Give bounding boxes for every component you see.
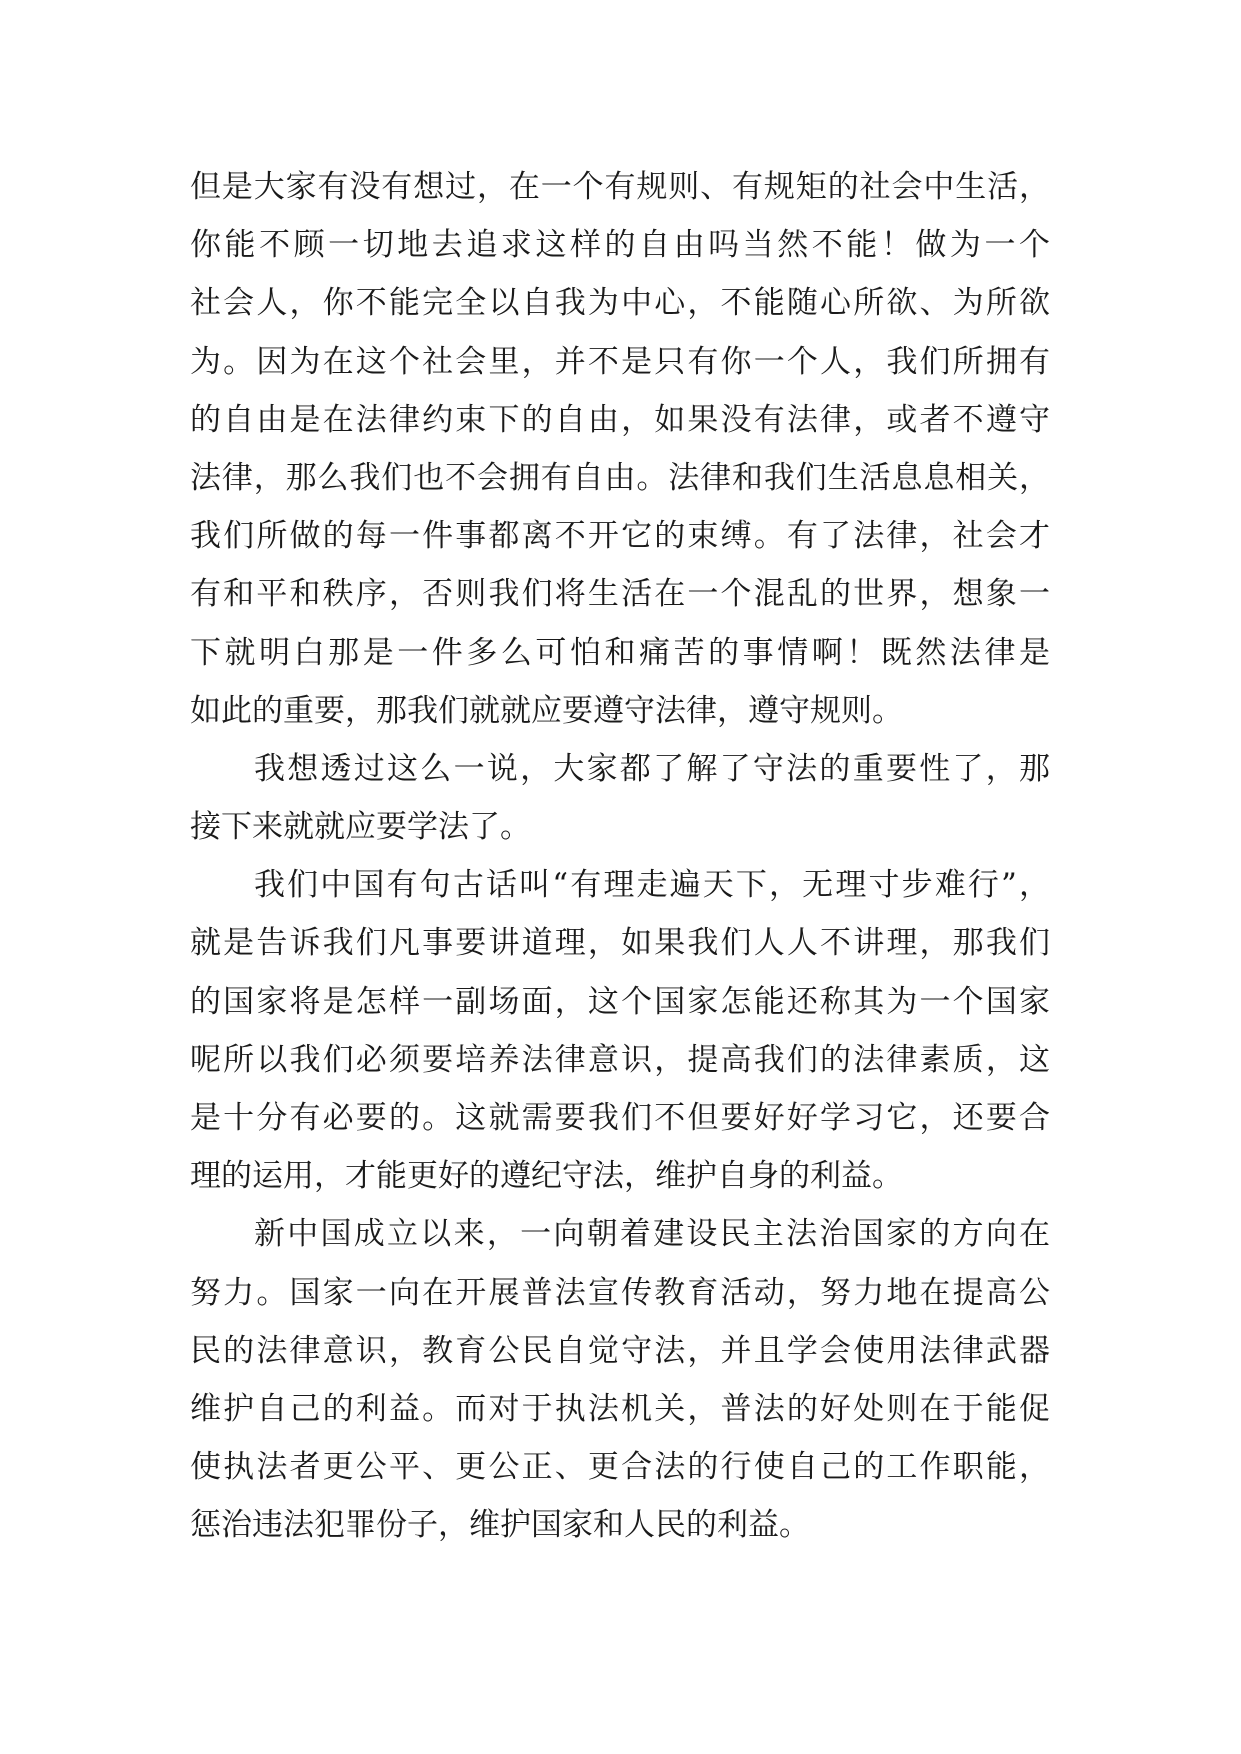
paragraph xyxy=(190,740,1050,856)
text-line: 理的运用，才能更好的遵纪守法，维护自身的利益。 xyxy=(190,1158,903,1195)
text-line: 的国家将是怎样一副场面，这个国家怎能还称其为一个国家 xyxy=(190,983,1050,1020)
text-line: 我想透过这么一说，大家都了解了守法的重要性了，那 xyxy=(254,750,1050,787)
document-body xyxy=(190,158,1050,1555)
paragraph xyxy=(190,856,1050,1205)
text-line: 的自由是在法律约束下的自由，如果没有法律，或者不遵守 xyxy=(190,401,1050,438)
text-line: 但是大家有没有想过，在一个有规则、有规矩的社会中生活， xyxy=(190,169,1050,205)
text-line: 呢所以我们必须要培养法律意识，提高我们的法律素质，这 xyxy=(190,1041,1050,1078)
text-line: 如此的重要，那我们就就应要遵守法律，遵守规则。 xyxy=(190,692,903,729)
text-line: 下就明白那是一件多么可怕和痛苦的事情啊！既然法律是 xyxy=(190,634,1050,671)
text-line: 有和平和秩序，否则我们将生活在一个混乱的世界，想象一 xyxy=(190,576,1050,613)
text-line: 民的法律意识，教育公民自觉守法，并且学会使用法律武器 xyxy=(190,1332,1050,1369)
text-line: 是十分有必要的。这就需要我们不但要好好学习它，还要合 xyxy=(190,1100,1050,1136)
text-line: 努力。国家一向在开展普法宣传教育活动，努力地在提高公 xyxy=(190,1274,1050,1311)
text-line: 维护自己的利益。而对于执法机关，普法的好处则在于能促 xyxy=(190,1390,1050,1427)
text-line: 就是告诉我们凡事要讲道理，如果我们人人不讲理，那我们 xyxy=(190,925,1050,962)
text-line: 我们所做的每一件事都离不开它的束缚。有了法律，社会才 xyxy=(190,518,1050,555)
text-line: 惩治违法犯罪份子，维护国家和人民的利益。 xyxy=(190,1507,810,1544)
paragraph xyxy=(190,1205,1050,1554)
text-line: 新中国成立以来，一向朝着建设民主法治国家的方向在 xyxy=(254,1216,1050,1253)
paragraph xyxy=(190,158,1050,740)
text-line: 法律，那么我们也不会拥有自由。法律和我们生活息息相关， xyxy=(190,459,1050,496)
text-line: 为。因为在这个社会里，并不是只有你一个人，我们所拥有 xyxy=(190,343,1050,380)
text-line: 你能不顾一切地去追求这样的自由吗当然不能！做为一个 xyxy=(190,227,1050,264)
text-line: 社会人，你不能完全以自我为中心，不能随心所欲、为所欲 xyxy=(190,285,1050,322)
text-line: 使执法者更公平、更公正、更合法的行使自己的工作职能， xyxy=(190,1449,1050,1486)
text-line: 接下来就就应要学法了。 xyxy=(190,809,531,846)
text-line: 我们中国有句古话叫“有理走遍天下，无理寸步难行”， xyxy=(254,867,1050,904)
